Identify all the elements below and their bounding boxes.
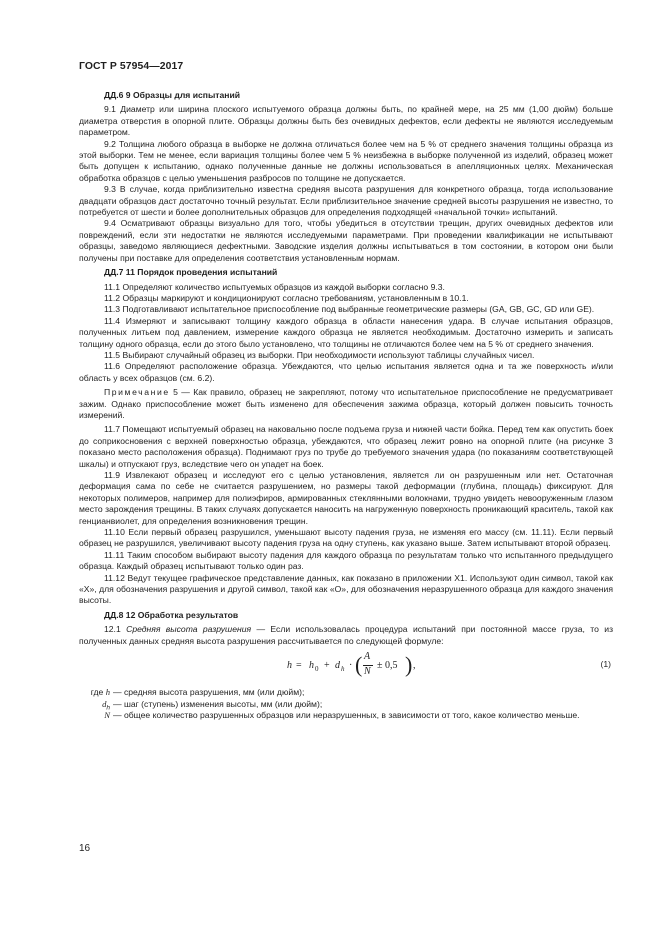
formula-numerator: A xyxy=(364,651,371,663)
formula-definitions xyxy=(79,687,613,721)
paragraph-11-12: 11.12 Ведут текущее графическое представление данных, как показано в приложении X1. Используют один символ, такой как «X», для обозначения разрушения и другой символ, такой как «О», для обозначения неразрушенного образца для каждого значения высоты. xyxy=(79,572,613,606)
paragraph-11-1: 11.1 Определяют количество испытуемых образцов из каждой выборки согласно 9.3. xyxy=(104,281,445,292)
paragraph-11-10: 11.10 Если первый образец разрушился, уменьшают высоту падения груза, не изменяя его массу (см. 11.11). Если первый образец не разрушился, увеличивают высоту падения груза на одну ступень, как указано выше. Затем испытывают второй образец. xyxy=(79,527,613,549)
definition-dh-text: — шаг (ступень) изменения высоты, мм (или дюйм); xyxy=(113,698,323,709)
definition-h-text: — средняя высота разрушения, мм (или дюйм); xyxy=(113,687,305,698)
note-text: 5 — Как правило, образец не закрепляют, потому что испытательное приспособление не предусматривает зажим. Однако приспособление может быть изменено для обеспечения зажима образца, который должен повысить точность измерений. xyxy=(79,387,613,420)
paragraph-11-7: 11.7 Помещают испытуемый образец на наковальню после подъема груза и нижней части бойка. Перед тем как опустить боек до соприкосновения с верхней поверхностью образца, убеждаются, что образец лежит ровно на опорной плите (на рисунке 3 показано место расположения образца). Поднимают груз по трубе до требуемого значения удара (по показаниям соответствующей шкалы) и отпускают груз, вследствие чего он упадет на боек. xyxy=(79,424,613,469)
definition-dh xyxy=(79,699,613,710)
definition-n-symbol: N xyxy=(104,709,110,720)
definition-n xyxy=(79,710,613,721)
formula-number: (1) xyxy=(600,659,611,670)
paragraph-12-1 xyxy=(79,624,613,647)
formula-h0: h xyxy=(309,660,314,672)
paragraph-11-9: 11.9 Извлекают образец и исследуют его с целью установления, является ли он разрушенным или нет. Остаточная деформация сама по себе не считается разрушением, но размеры такой деформации (глубина, площадь) фиксируют. Для некоторых полимеров, например для полиэфиров, армированных стеклянными волокнами, трудно увидеть невооруженным глазом место зарождения трещины. В таких случаях допускается наносить на нагруженную поверхность проникающий краситель, такой как генцианвиолет, для определения возникновения трещин. xyxy=(79,470,613,526)
definition-h xyxy=(79,687,613,698)
paragraph-9-4: 9.4 Осматривают образцы визуально для того, чтобы убедиться в отсутствии трещин, других очевидных дефектов или повреждений, если эти недостатки не являются исследуемыми параметрами. При проведении квалификации не испытывают образцы, заведомо являющиеся дефектными. Заводские изделия должны испытываться в том состоянии, в котором они были получены при поставке для определения соответствия установленным нормам. xyxy=(79,218,613,263)
formula-right-paren: ) xyxy=(405,652,413,678)
formula-plus-minus: ± 0,5 xyxy=(377,660,398,672)
paragraph-9-2: 9.2 Толщина любого образца в выборке не должна отличаться более чем на 5 % от среднего значения толщины образца из этой выборки. Тем не менее, если вариация толщины более чем 5 % неизбежна в выборке полученной из изделий, образец может быть допущен к испытанию, однако полученные данные не должны использоваться в апелляционных целях. Механическая обработка образцов с целью уменьшения разбросов по толщине не допускается. xyxy=(79,138,613,183)
formula-lhs: h xyxy=(287,660,292,672)
formula-dh: d xyxy=(335,660,340,672)
formula-denominator: N xyxy=(364,666,371,678)
document-body xyxy=(79,90,613,721)
formula-comma: , xyxy=(413,660,416,672)
section-title-dd7: ДД.7 11 Порядок проведения испытаний xyxy=(104,267,278,278)
paragraph-11-11: 11.11 Таким способом выбирают высоту падения для каждого образца по результатам только что испытанного предыдущего образца. Каждый образец испытывают только один раз. xyxy=(79,549,613,572)
definition-dh-symbol: d xyxy=(102,698,107,709)
paragraph-12-1-term: Средняя высота разрушения xyxy=(126,624,252,635)
definition-h-symbol: h xyxy=(105,687,110,698)
paragraph-12-1-number: 12.1 xyxy=(104,624,121,635)
paragraph-11-5: 11.5 Выбирают случайный образец из выборки. При необходимости используют таблицы случайных чисел. xyxy=(104,349,535,360)
paragraph-11-3: 11.3 Подготавливают испытательное приспособление под выбранные геометрические размеры (GA, GB, GC, GD или GE). xyxy=(104,304,595,315)
section-title-dd8: ДД.8 12 Обработка результатов xyxy=(104,609,239,620)
note-label: Примечание xyxy=(104,387,170,398)
paragraph-9-3: 9.3 В случае, когда приблизительно известна средняя высота разрушения для конкретного образца, тогда использование двадцати образцов даст достаточно точный результат. Если приблизительное значение средней высоты разрушения не известно, то потребуется от шести и более дополнительных образцов для определения подходящей «начальной точки» испытаний. xyxy=(79,184,613,218)
document-header: ГОСТ Р 57954—2017 xyxy=(79,61,184,72)
note-5 xyxy=(79,387,613,421)
paragraph-11-2: 11.2 Образцы маркируют и кондиционируют согласно требованиям, установленным в 10.1. xyxy=(104,292,469,303)
page-number: 16 xyxy=(79,843,91,854)
formula-plus: + xyxy=(324,660,330,672)
definition-prefix: где xyxy=(90,687,106,698)
formula-dot: · xyxy=(349,660,353,672)
formula-dh-sub: h xyxy=(341,665,345,674)
paragraph-11-6: 11.6 Определяют расположение образца. Убеждаются, что целью испытания является одна и та же поверхность и/или область у всех образцов (см. 6.2). xyxy=(79,361,613,383)
section-title-dd6: ДД.6 9 Образцы для испытаний xyxy=(104,90,241,100)
formula-h0-sub: 0 xyxy=(315,665,319,674)
formula-equals: = xyxy=(296,660,302,672)
formula-left-paren: ( xyxy=(355,652,363,678)
definition-n-text: — общее количество разрушенных образцов или неразрушенных, в зависимости от того, какое количество меньше. xyxy=(113,709,580,720)
formula-1 xyxy=(79,651,613,681)
paragraph-12-1-text: — Если использовалась процедура испытаний при постоянной массе груза, то из полученных данных средняя высота разрушения рассчитывается по следующей формуле: xyxy=(79,624,614,646)
paragraph-9-1: 9.1 Диаметр или ширина плоского испытуемого образца должны быть, по крайней мере, на 25 мм (1,00 дюйм) больше диаметра отверстия в опорной плите. Образцы должны быть без очевидных дефектов, если дефекты не являются исследуемым параметром. xyxy=(79,104,613,138)
definition-dh-sub: h xyxy=(106,704,110,712)
paragraph-11-4: 11.4 Измеряют и записывают толщину каждого образца в области нанесения удара. В случае испытания образцов, полученных литьем под давлением, измерение каждого образца не является необходимым. Достаточно измерить и записать толщину одного образца, если до этого было установлено, что толщины не отличаются более чем на 5 % от среднего значения. xyxy=(79,315,613,349)
